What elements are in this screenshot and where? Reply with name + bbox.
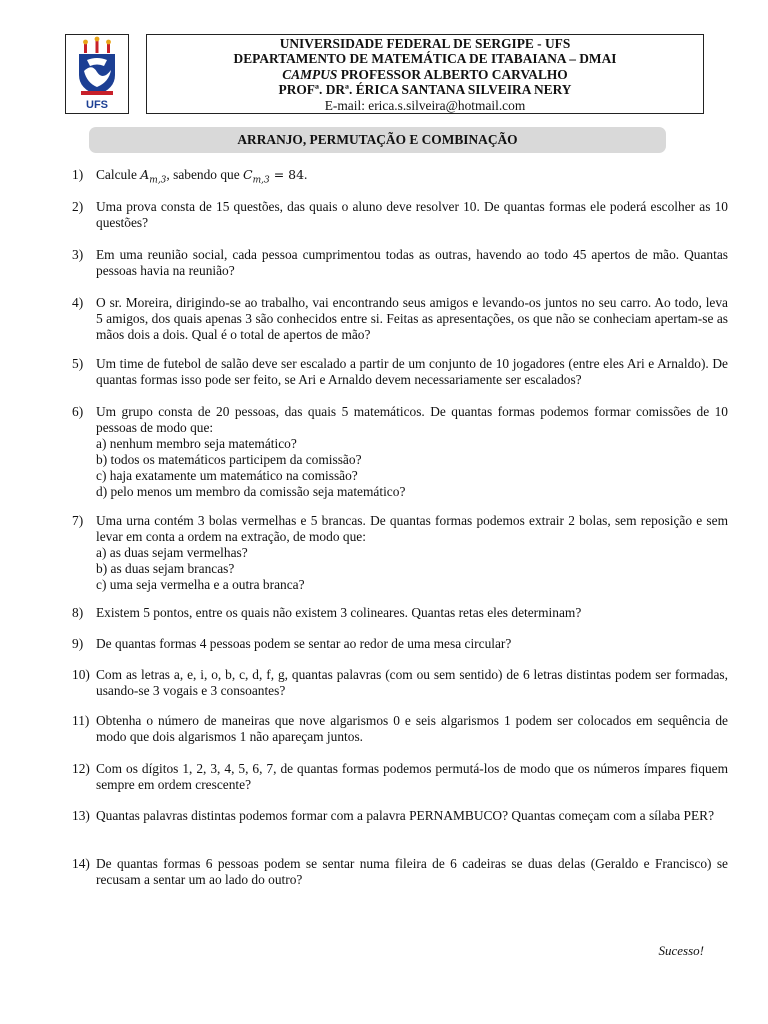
question-number: 4) [72, 295, 84, 310]
question-item [72, 404, 728, 500]
question-subitem: b) as duas sejam brancas? [96, 561, 235, 576]
question-number: 11) [72, 713, 90, 728]
page-title: ARRANJO, PERMUTAÇÃO E COMBINAÇÃO [89, 127, 666, 153]
question-text: O sr. Moreira, dirigindo-se ao trabalho, vai encontrando seus amigos e levando-os juntos no seu carro. Ao todo, leva 5 amigos, dos quais apenas 3 são conhecidos entre si. Feitas as apresentações, os que não se conheciam apertam-se as mãos dois a dois. Qual é o total de apertos de mão? [96, 295, 728, 342]
question-number: 14) [72, 856, 90, 871]
university-name: UNIVERSIDADE FEDERAL DE SERGIPE - UFS [279, 36, 571, 51]
question-text: Com os dígitos 1, 2, 3, 4, 5, 6, 7, de quantas formas podemos permutá-los de modo que os números ímpares fiquem sempre em ordem crescente? [96, 761, 728, 792]
question-subitem: c) haja exatamente um matemático na comissão? [96, 468, 358, 483]
question-item [72, 356, 728, 388]
question-item [72, 247, 728, 279]
question-item [72, 605, 728, 621]
professor-name: PROFª. DRª. ÉRICA SANTANA SILVEIRA NERY [278, 82, 572, 98]
math-expression-a: $A_{m,3}$ [140, 167, 167, 186]
question-number: 5) [72, 356, 84, 371]
question-subitem: d) pelo menos um membro da comissão seja matemático? [96, 484, 406, 499]
question-subitem: c) uma seja vermelha e a outra branca? [96, 577, 305, 592]
question-text: Um time de futebol de salão deve ser escalado a partir de um conjunto de 10 jogadores (entre eles Ari e Arnaldo). De quantas formas isso pode ser feito, se Ari e Arnaldo devem necessariamente ser escalados? [96, 356, 728, 387]
question-text: Em uma reunião social, cada pessoa cumprimentou todas as outras, havendo ao todo 45 apertos de mão. Quantas pessoas havia na reunião? [96, 247, 728, 278]
question-item [72, 856, 728, 888]
question-subitem: a) nenhum membro seja matemático? [96, 436, 297, 451]
question-item [72, 713, 728, 745]
campus-word: CAMPUS [282, 66, 338, 82]
institution-header [146, 34, 704, 114]
question-item [72, 808, 728, 824]
question-text: Uma urna contém 3 bolas vermelhas e 5 brancas. De quantas formas podemos extrair 2 bolas, sem reposição e sem levar em conta a ordem na extração, de modo que: [96, 513, 728, 544]
question-item [72, 199, 728, 231]
campus-line [147, 67, 703, 82]
question-text: De quantas formas 6 pessoas podem se sentar numa fileira de 6 cadeiras se duas delas (Geraldo e Francisco) se recusam a sentar um ao lado do outro? [96, 856, 728, 887]
question-text: De quantas formas 4 pessoas podem se sentar ao redor de uma mesa circular? [96, 636, 512, 651]
question-number: 10) [72, 667, 90, 682]
ufs-logo [65, 34, 129, 114]
footer-note: Sucesso! [658, 943, 704, 958]
campus-name: PROFESSOR ALBERTO CARVALHO [337, 66, 568, 82]
question-text: Uma prova consta de 15 questões, das quais o aluno deve resolver 10. De quantas formas ele poderá escolher as 10 questões? [96, 199, 728, 230]
question-item [72, 167, 728, 189]
math-expression-c: $C_{m,3} = 84$ [243, 167, 305, 186]
question-number: 9) [72, 636, 84, 651]
question-text: Quantas palavras distintas podemos formar com a palavra PERNAMBUCO? Quantas começam com a sílaba PER? [96, 808, 715, 823]
question-text: Um grupo consta de 20 pessoas, das quais 5 matemáticos. De quantas formas podemos formar comissões de 10 pessoas de modo que: [96, 404, 728, 435]
question-item [72, 761, 728, 793]
question-number: 1) [72, 167, 84, 182]
department-name: DEPARTAMENTO DE MATEMÁTICA DE ITABAIANA – DMAI [233, 51, 617, 67]
question-number: 6) [72, 404, 84, 419]
question-text: Obtenha o número de maneiras que nove algarismos 0 e seis algarismos 1 podem ser colocados em sequência de modo que dois algarismos 1 não apareçam juntos. [96, 713, 728, 744]
question-subitem: b) todos os matemáticos participem da comissão? [96, 452, 362, 467]
question-item [72, 636, 728, 652]
question-text: Calcule $A_{m,3}$, sabendo que $C_{m,3} = 84$. [96, 167, 308, 186]
question-number: 2) [72, 199, 84, 214]
question-item [72, 513, 728, 593]
ufs-crest-icon [66, 35, 128, 113]
email-line: E-mail: erica.s.silveira@hotmail.com [324, 97, 526, 113]
question-item [72, 667, 728, 699]
question-number: 12) [72, 761, 90, 776]
logo-text: UFS [86, 99, 108, 111]
question-number: 3) [72, 247, 84, 262]
question-subitem: a) as duas sejam vermelhas? [96, 545, 248, 560]
question-number: 8) [72, 605, 84, 620]
question-number: 13) [72, 808, 90, 823]
question-item [72, 295, 728, 343]
question-text: Existem 5 pontos, entre os quais não existem 3 colineares. Quantas retas eles determinam? [96, 605, 582, 620]
question-number: 7) [72, 513, 84, 528]
question-text: Com as letras a, e, i, o, b, c, d, f, g, quantas palavras (com ou sem sentido) de 6 letras distintas podem ser formadas, usando-se 3 vogais e 3 consoantes? [96, 667, 728, 698]
